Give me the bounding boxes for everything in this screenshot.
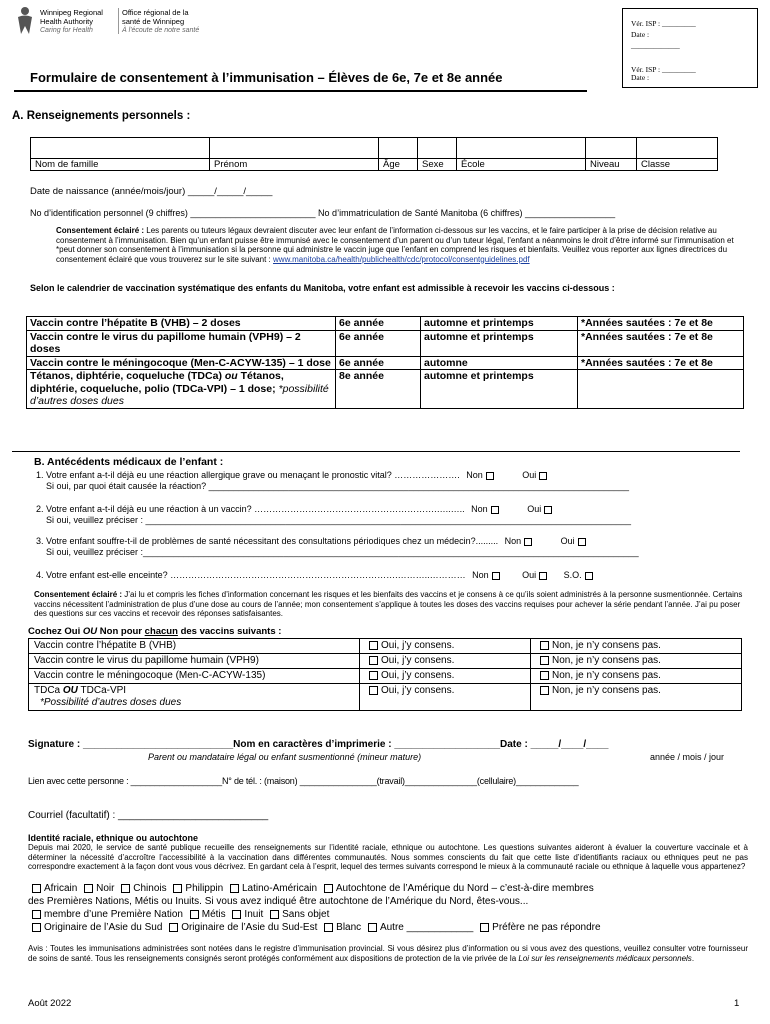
consent-vaccine-name: Vaccin contre l’hépatite B (VHB) [29, 639, 360, 654]
prefere-ne-pas-checkbox[interactable] [480, 923, 489, 932]
consent-vaccine-name [29, 684, 360, 711]
header-lastname: Nom de famille [31, 159, 210, 171]
option-label: Métis [201, 909, 226, 920]
vaccine-name [27, 370, 336, 409]
vaccine-season: automne et printemps [421, 330, 578, 356]
informed-consent-a-text: Les parents ou tuteurs légaux devraient discuter avec leur enfant de l’information ci-dessous sur les vaccins, et le faire participer à la prise de décision relative au consentement à l’immunisation. Bien qu’un enfant puisse être immunisé avec le consentement d’un parent ou d’un tuteur légal, l’enfant a néanmoins le droit d’être informé sur l’immunisation et *peut donner son consentement à l’immunisation si la personne qui administre le vaccin juge que l’enfant en comprend les risques et bienfaits. Veuillez vous reporter aux lignes directrices du consentement éclairé que vous trouverez sur le site suivant : [56, 226, 734, 264]
vaccine-name: Vaccin contre l’hépatite B (VHB) – 2 doses [27, 317, 336, 331]
yes-checkbox[interactable] [369, 671, 378, 680]
verification-date-1[interactable]: Date : [631, 30, 650, 39]
vaccine-grade: 8e année [336, 370, 421, 409]
question-2-text: 2. Votre enfant a-t-il déjà eu une réaction à un vaccin? …………………………………………………….…..….. [36, 504, 465, 514]
header-firstname: Prénom [210, 159, 379, 171]
consent-yes-option[interactable] [360, 639, 531, 654]
informed-consent-a [56, 226, 736, 264]
q4-oui-label: Oui [522, 570, 537, 580]
inuit-checkbox[interactable] [232, 910, 241, 919]
title-rule [14, 90, 587, 92]
vaccine-row [27, 370, 744, 409]
section-b-heading: B. Antécédents médicaux de l’enfant : [34, 456, 224, 468]
vaccine-name: Vaccin contre le méningocoque (Men-C-ACYW-135) – 1 dose [27, 356, 336, 370]
africain-checkbox[interactable] [32, 884, 41, 893]
q4-so-checkbox[interactable] [585, 572, 593, 580]
q2-oui-label: Oui [527, 504, 542, 514]
question-4 [36, 570, 593, 580]
q2-non-label: Non [471, 504, 488, 514]
instr-or: OU [82, 626, 98, 637]
vaccine-grade: 6e année [336, 317, 421, 331]
instr-each: chacun [144, 626, 178, 637]
question-1-text: 1. Votre enfant a-t-il déjà eu une réaction allergique grave ou menaçant le pronostic vital? …………………. [36, 470, 460, 480]
instr-part: des vaccins suivants : [180, 626, 282, 637]
consent-yes-option[interactable] [360, 669, 531, 684]
yes-label: Oui, j’y consens. [381, 655, 455, 666]
firstname-field[interactable] [210, 138, 379, 159]
q3-non-label: Non [504, 536, 522, 546]
question-3-detail[interactable]: Si oui, veuillez préciser :___________________________________________________________________________________________________ [46, 547, 639, 557]
consent-yes-option[interactable] [360, 684, 531, 711]
question-2 [36, 504, 552, 514]
notice-end: . [691, 953, 695, 963]
vaccine-name-or: OU [62, 685, 78, 696]
consent-vaccine-name: Vaccin contre le virus du papillome humain (VPH9) [29, 654, 360, 669]
chinois-checkbox[interactable] [121, 884, 130, 893]
verification-box [622, 8, 758, 88]
question-2-detail[interactable]: Si oui, veuillez préciser : _________________________________________________________________________________________________ [46, 515, 632, 525]
no-checkbox[interactable] [540, 671, 549, 680]
vaccine-name-part: Tétanos, diphtérie, coqueluche, polio (TDCa-VPI) – 1 dose; [30, 370, 284, 395]
philippin-checkbox[interactable] [173, 884, 182, 893]
vaccine-name-part: Tétanos, diphtérie, coqueluche (TDCa) [30, 370, 222, 382]
consent-guidelines-link[interactable]: www.manitoba.ca/health/publichealth/cdc/protocol/consentguidelines.pdf [273, 254, 530, 264]
identity-options-1 [28, 882, 594, 895]
option-label: Originaire de l’Asie du Sud [44, 922, 163, 933]
org-name-fr-2: santé de Winnipeg [122, 17, 185, 26]
dob-field[interactable]: Date de naissance (année/mois/jour) _____/_____/_____ [30, 186, 273, 197]
signature-caption: Parent ou mandataire légal ou enfant susmentionné (mineur mature) [148, 752, 422, 762]
asie-sud-checkbox[interactable] [32, 923, 41, 932]
identity-text: Depuis mai 2020, le service de santé publique recueille des renseignements sur l’identité raciale, ethnique ou autochtone. Les questions suivantes aideront à évaluer la couverture vaccinale et à déterminer la nécessité d’accroître l’accessibilité à la vaccination dans différentes communautés. Nous sommes conscients du fait que cette liste d’identifiants raciaux ou ethniques peut ne pas correspondre exactement à la façon dont vous vous décrivez. En gardant cela à l’esprit, lequel des termes suivants correspond le mieux à la communauté raciale ou ethnique à laquelle vous appartenez? [28, 843, 748, 871]
age-field[interactable] [379, 138, 418, 159]
wrha-logo [14, 6, 259, 40]
yes-checkbox[interactable] [369, 656, 378, 665]
metis-checkbox[interactable] [190, 910, 199, 919]
id-numbers-field[interactable]: No d’identification personnel (9 chiffres) _________________________ No d’immatriculation de Santé Manitoba (6 chiffres) __________________ [30, 208, 616, 218]
option-label: Préfère ne pas répondre [492, 922, 601, 933]
verification-line-1[interactable]: Vér. ISP : _________ [631, 19, 696, 28]
org-tagline-fr: À l'écoute de notre santé [122, 27, 200, 34]
no-label: Non, je n’y consens pas. [552, 640, 661, 651]
asie-sud-est-checkbox[interactable] [169, 923, 178, 932]
identity-options-3 [28, 908, 329, 921]
question-4-text: 4. Votre enfant est-elle enceinte? ………………………………………………………………….………..………… [36, 570, 466, 580]
q4-so-label: S.O. [563, 570, 582, 580]
informed-consent-b-label: Consentement éclairé : [34, 590, 123, 599]
q2-oui-checkbox[interactable] [544, 506, 552, 514]
vaccine-name: Vaccin contre le virus du papillome humain (VPH9) – 2 doses [27, 330, 336, 356]
yes-label: Oui, j’y consens. [381, 670, 455, 681]
autochtone-checkbox[interactable] [324, 884, 333, 893]
header-sex: Sexe [418, 159, 457, 171]
wrha-logo-icon [14, 6, 36, 36]
no-label: Non, je n’y consens pas. [552, 655, 661, 666]
verification-line-2[interactable]: Vér. ISP : _________ [631, 65, 696, 74]
yes-label: Oui, j’y consens. [381, 640, 455, 651]
vaccine-note: *Années sautées : 7e et 8e [578, 317, 744, 331]
vaccine-season: automne et printemps [421, 317, 578, 331]
notice-text [28, 944, 748, 963]
vaccine-note [578, 370, 744, 409]
vaccine-note: *Années sautées : 7e et 8e [578, 356, 744, 370]
option-label: Philippin [185, 883, 224, 894]
q4-non-checkbox[interactable] [492, 572, 500, 580]
consent-row [29, 639, 742, 654]
no-label: Non, je n’y consens pas. [552, 685, 661, 696]
header-class: Classe [637, 159, 718, 171]
option-label: Autre ____________ [379, 922, 474, 933]
identity-options-4 [28, 921, 601, 934]
identity-options-2: des Premières Nations, Métis ou Inuits. Si vous avez indiqué être autochtone de l’Amérique du Nord, êtes-vous... [28, 896, 529, 907]
sex-field[interactable] [418, 138, 457, 159]
autre-checkbox[interactable] [368, 923, 377, 932]
org-name-fr-1: Office régional de la [122, 8, 189, 17]
section-a-heading: A. Renseignements personnels : [12, 110, 191, 122]
relationship-phone-line[interactable]: Lien avec cette personne : ___________________N° de tél. : (maison) ________________(travail)_______________(cellulaire)_____________ [28, 776, 579, 786]
vaccine-row [27, 330, 744, 356]
identity-heading: Identité raciale, ethnique ou autochtone [28, 833, 199, 843]
q4-non-label: Non [472, 570, 489, 580]
latino-checkbox[interactable] [230, 884, 239, 893]
instr-part: Non pour [99, 626, 143, 637]
logo-divider [118, 8, 119, 34]
vaccine-schedule-table [26, 316, 744, 409]
header-school: École [457, 159, 586, 171]
org-name-en-1: Winnipeg Regional [40, 8, 103, 17]
date-caption: année / mois / jour [650, 752, 725, 762]
vaccine-grade: 6e année [336, 356, 421, 370]
page-number: 1 [734, 998, 740, 1009]
question-3 [36, 536, 586, 546]
eligibility-statement: Selon le calendrier de vaccination systématique des enfants du Manitoba, votre enfant est admissible à recevoir les vaccins ci-dessous : [30, 283, 615, 293]
yes-checkbox[interactable] [369, 686, 378, 695]
email-field[interactable]: Courriel (facultatif) : ___________________________ [28, 810, 269, 821]
consent-vaccine-name: Vaccin contre le méningocoque (Men-C-ACYW-135) [29, 669, 360, 684]
no-checkbox[interactable] [540, 641, 549, 650]
vaccine-row [27, 356, 744, 370]
blanc-checkbox[interactable] [324, 923, 333, 932]
question-1 [36, 470, 547, 480]
q3-oui-label: Oui [560, 536, 575, 546]
vaccine-name-note: *possibilité d’autres doses dues [30, 382, 329, 407]
signature-line[interactable]: Signature : ___________________________Nom en caractères d’imprimerie : ___________________Date : _____/____/____ [28, 739, 609, 750]
form-title: Formulaire de consentement à l’immunisation – Élèves de 6e, 7e et 8e année [30, 70, 503, 85]
grade-field[interactable] [586, 138, 637, 159]
school-field[interactable] [457, 138, 586, 159]
question-1-detail[interactable]: Si oui, par quoi était causée la réaction? ____________________________________________________________________________________ [46, 481, 630, 491]
option-label: Latino-Américain [242, 883, 318, 894]
consent-row [29, 654, 742, 669]
consent-row [29, 684, 742, 711]
vaccine-note: *Années sautées : 7e et 8e [578, 330, 744, 356]
premiere-nation-checkbox[interactable] [32, 910, 41, 919]
class-field[interactable] [637, 138, 718, 159]
option-label: Inuit [244, 909, 264, 920]
vaccine-grade: 6e année [336, 330, 421, 356]
org-tagline-en: Caring for Health [40, 27, 93, 34]
vaccine-name-or: ou [224, 370, 238, 382]
yes-checkbox[interactable] [369, 641, 378, 650]
yes-label: Oui, j’y consens. [381, 685, 455, 696]
consent-no-option[interactable] [531, 654, 742, 669]
sans-objet-checkbox[interactable] [270, 910, 279, 919]
check-instructions [28, 626, 281, 637]
vaccine-row [27, 317, 744, 331]
informed-consent-b-text: J’ai lu et compris les fiches d’information concernant les risques et les bienfaits des vaccins et je consens à ce qu’ils soient administrés à la personne susmentionnée. Certains vaccins nécessitent l’administration de plus d’une dose au cours de l’année; mon consentement s’applique à toutes les doses des vaccins requises pour achever la série pendant l’année. J’ai pu poser des questions sur ces vaccins et recevoir des réponses satisfaisantes. [34, 590, 743, 618]
consent-no-option[interactable] [531, 684, 742, 711]
q4-oui-checkbox[interactable] [539, 572, 547, 580]
option-label: Originaire de l’Asie du Sud-Est [181, 922, 318, 933]
informed-consent-b [34, 590, 746, 619]
q2-non-checkbox[interactable] [491, 506, 499, 514]
verification-date-1-line: _____________ [631, 41, 680, 50]
q1-non-label: Non [466, 470, 483, 480]
vaccine-season: automne et printemps [421, 370, 578, 409]
question-3-text: 3. Votre enfant souffre-t-il de problèmes de santé nécessitant des consultations périodiques chez un médecin?......... [36, 536, 499, 546]
org-name-en-2: Health Authority [40, 17, 93, 26]
informed-consent-a-label: Consentement éclairé : [56, 226, 145, 235]
footer-date: Août 2022 [28, 998, 72, 1009]
vaccine-name-note: *Possibilité d’autres doses dues [40, 697, 182, 708]
q1-oui-checkbox[interactable] [539, 472, 547, 480]
header-grade: Niveau [586, 159, 637, 171]
option-label: Sans objet [282, 909, 330, 920]
lastname-field[interactable] [31, 138, 210, 159]
vaccine-name-part: TDCa-VPI [80, 685, 127, 696]
section-divider [12, 451, 740, 452]
verification-date-2[interactable]: Date : [631, 73, 650, 82]
option-label: membre d’une Première Nation [44, 909, 183, 920]
personal-info-table [30, 137, 718, 171]
consent-no-option[interactable] [531, 639, 742, 654]
vaccine-name-part: TDCa [34, 685, 61, 696]
no-label: Non, je n’y consens pas. [552, 670, 661, 681]
option-label: Noir [96, 883, 115, 894]
consent-yes-option[interactable] [360, 654, 531, 669]
q1-oui-label: Oui [522, 470, 537, 480]
notice-law: Loi sur les renseignements médicaux personnels [518, 953, 692, 963]
no-checkbox[interactable] [540, 656, 549, 665]
vaccine-season: automne [421, 356, 578, 370]
option-label: Blanc [336, 922, 362, 933]
header-age: Âge [379, 159, 418, 171]
q3-non-checkbox[interactable] [524, 538, 532, 546]
option-label: Autochtone de l’Amérique du Nord – c’est-à-dire membres [335, 883, 594, 894]
q1-non-checkbox[interactable] [486, 472, 494, 480]
consent-no-option[interactable] [531, 669, 742, 684]
instr-part: Cochez Oui [28, 626, 81, 637]
consent-row [29, 669, 742, 684]
no-checkbox[interactable] [540, 686, 549, 695]
noir-checkbox[interactable] [84, 884, 93, 893]
notice-body: Avis : Toutes les immunisations administrées sont notées dans le registre d’immunisation provincial. Si vous désirez plus d’information ou si vous avez des questions, veuillez consulter votre fournisseur de soins de santé. Tous les renseignements consignés seront protégés conformément aux dispositions de protection de la vie privée de la [28, 944, 748, 963]
q3-oui-checkbox[interactable] [578, 538, 586, 546]
option-label: Africain [44, 883, 78, 894]
consent-table [28, 638, 742, 711]
option-label: Chinois [133, 883, 167, 894]
